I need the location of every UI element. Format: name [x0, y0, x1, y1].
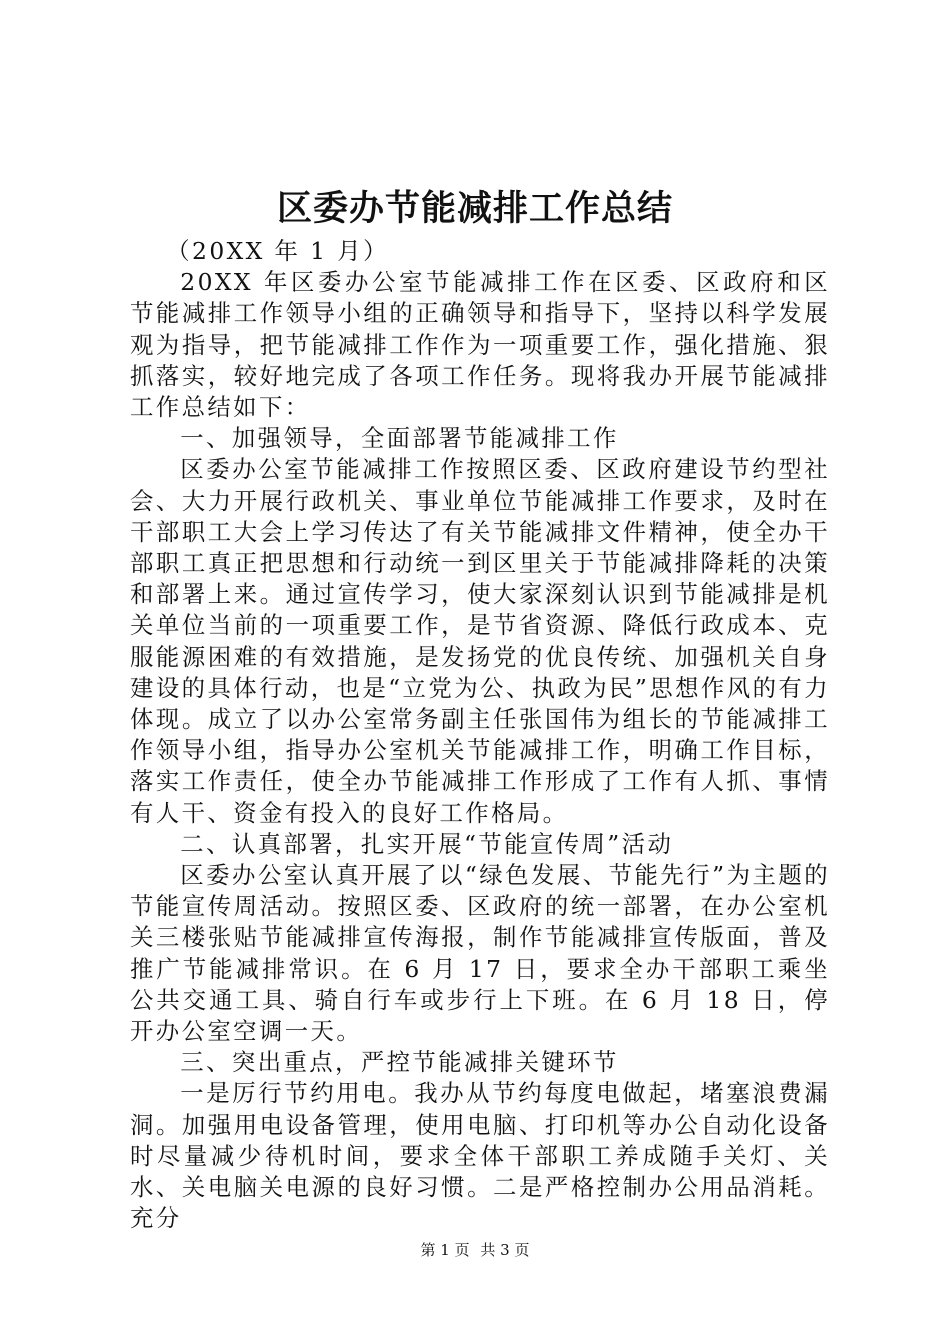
section-heading-2: 二、认真部署，扎实开展“节能宣传周”活动: [180, 829, 674, 858]
document-body: [130, 236, 830, 1235]
paragraph-section-2: 区委办公室认真开展了以“绿色发展、节能先行”为主题的节能宣传周活动。按照区委、区政府的统一部署，在办公室机关三楼张贴节能减排宣传海报，制作节能减排宣传版面，普及推广节能减排常识。在 6 月 17 日，要求全办干部职工乘坐公共交通工具、骑自行车或步行上下班。在 6 月 18 日，停开办公室空调一天。: [130, 861, 830, 1046]
page-total: 共 3 页: [480, 1241, 530, 1259]
paragraph-section-3: 一是厉行节约用电。我办从节约每度电做起，堵塞浪费漏洞。加强用电设备管理，使用电脑、打印机等办公自动化设备时尽量减少待机时间，要求全体干部职工养成随手关灯、关水、关电脑关电源的良好习惯。二是严格控制办公用品消耗。充分: [130, 1079, 830, 1233]
section-heading-1: 一、加强领导，全面部署节能减排工作: [180, 424, 619, 453]
page-footer: [0, 1240, 950, 1260]
page-number: 第 1 页: [420, 1241, 470, 1259]
section-heading-3: 三、突出重点，严控节能减排关键环节: [180, 1048, 619, 1077]
document-title: 区委办节能减排工作总结: [276, 188, 673, 229]
paragraph-section-1: 区委办公室节能减排工作按照区委、区政府建设节约型社会、大力开展行政机关、事业单位节能减排工作要求，及时在干部职工大会上学习传达了有关节能减排文件精神，使全办干部职工真正把思想和行动统一到区里关于节能减排降耗的决策和部署上来。通过宣传学习，使大家深刻认识到节能减排是机关单位当前的一项重要工作，是节省资源、降低行政成本、克服能源困难的有效措施，是发扬党的优良传统、加强机关自身建设的具体行动，也是“立党为公、执政为民”思想作风的有力体现。成立了以办公室常务副主任张国伟为组长的节能减排工作领导小组，指导办公室机关节能减排工作，明确工作目标，落实工作责任，使全办节能减排工作形成了工作有人抓、事情有人干、资金有投入的良好工作格局。: [130, 455, 830, 827]
date-line: （20XX 年 1 月）: [166, 237, 389, 265]
paragraph-intro: 20XX 年区委办公室节能减排工作在区委、区政府和区节能减排工作领导小组的正确领导和指导下，坚持以科学发展观为指导，把节能减排工作作为一项重要工作，强化措施、狠抓落实，较好地完成了各项工作任务。现将我办开展节能减排工作总结如下：: [130, 268, 830, 422]
